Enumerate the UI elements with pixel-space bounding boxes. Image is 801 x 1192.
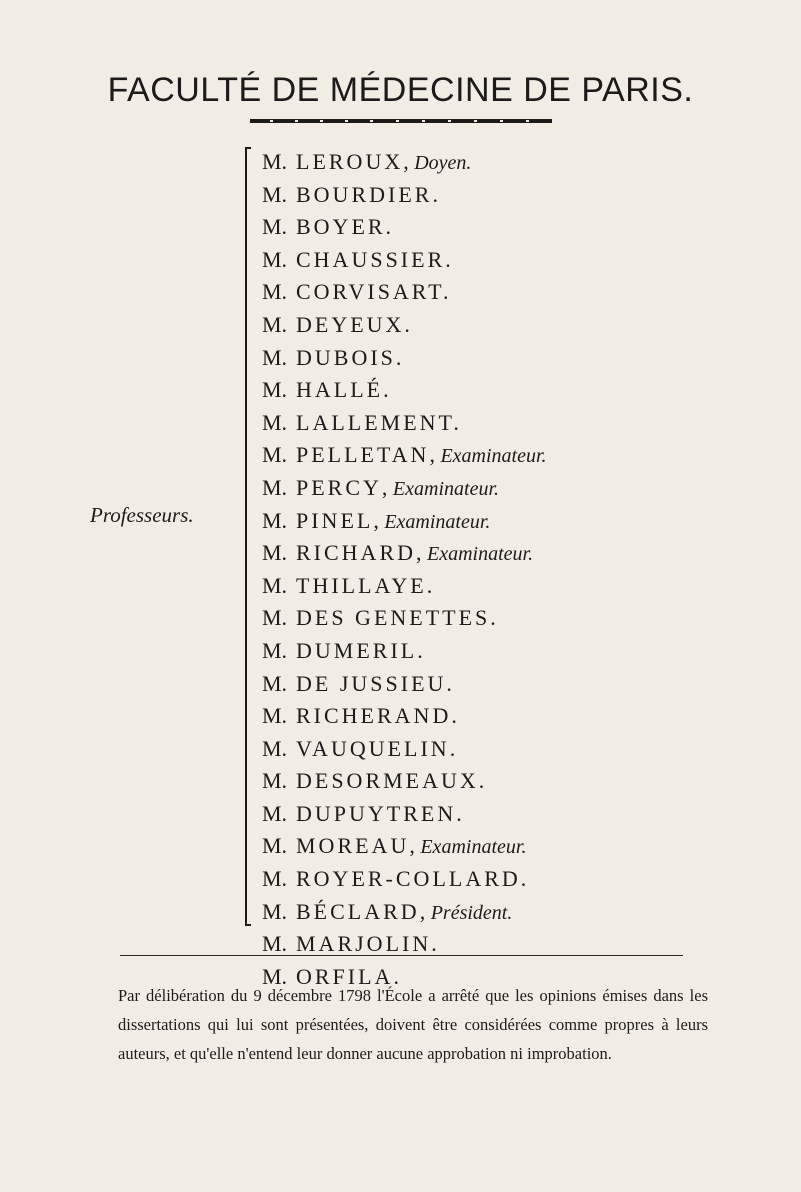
professor-row [262,342,547,375]
professor-row [262,635,547,668]
professor-row [262,668,547,701]
separator: , [416,540,428,566]
professor-prefix: M. [262,474,288,500]
professor-name: BOURDIER. [296,181,441,207]
professor-prefix: M. [262,833,288,859]
professor-name: VAUQUELIN. [296,735,459,761]
professor-prefix: M. [262,931,288,957]
professor-name: HALLÉ. [296,377,392,403]
professor-name: RICHARD [296,540,417,566]
professor-name: DES GENETTES. [296,605,499,631]
separator: , [429,442,441,468]
professor-role: Examinateur. [440,445,547,468]
professor-name: RICHERAND. [296,703,460,729]
professor-name: DEYEUX. [296,311,413,337]
professor-row [262,244,547,277]
professor-prefix: M. [262,703,288,729]
professor-name: PERCY [296,474,382,500]
professor-prefix: M. [262,409,288,435]
professors-group-label: Professeurs. [90,503,194,527]
professor-prefix: M. [262,572,288,598]
professor-row [262,276,547,309]
professor-name: MARJOLIN. [296,931,440,957]
professor-name: CORVISART. [296,279,452,305]
professor-role: Examinateur. [427,543,534,566]
professor-row [262,146,547,179]
professor-name: DE JUSSIEU. [296,670,455,696]
professor-name: LALLEMENT. [296,409,462,435]
professor-prefix: M. [262,800,288,826]
professor-prefix: M. [262,214,288,240]
professor-prefix: M. [262,963,288,989]
professor-row [262,505,547,538]
professor-row [262,570,547,603]
professor-name: ROYER-COLLARD. [296,866,530,892]
brace-bracket [245,147,251,927]
professor-role: Doyen. [414,152,472,174]
professor-prefix: M. [262,637,288,663]
decorative-rule-ornament [250,117,552,125]
professor-row [262,439,547,472]
professor-row [262,537,547,570]
professor-role: Président. [430,901,513,924]
professor-prefix: M. [262,311,288,337]
professor-name: DUMERIL. [296,637,426,663]
professor-name: CHAUSSIER. [296,246,454,272]
professor-row [262,179,547,212]
professor-prefix: M. [262,605,288,631]
professor-prefix: M. [262,540,288,566]
professor-row [262,700,547,733]
page-title: FACULTÉ DE MÉDECINE DE PARIS. [107,70,694,109]
professor-prefix: M. [262,768,288,794]
separator: , [409,833,421,859]
professor-prefix: M. [262,246,288,272]
professor-prefix: M. [262,898,288,924]
professor-row [262,830,547,863]
footnote-paragraph: Par délibération du 9 décembre 1798 l'École a arrêté que les opinions émises dans les dissertations qui lui sont présentées, doivent être considérées comme propres à leurs auteurs, et qu'elle n'entend leur donner aucune approbation ni improbation. [118,985,708,1063]
professor-name: DUPUYTREN. [296,800,465,826]
professor-name: PINEL [296,507,374,533]
professors-list [262,146,547,993]
professor-row [262,602,547,635]
professor-prefix: M. [262,149,288,174]
section-divider [120,955,683,956]
professor-name: MOREAU [296,833,410,859]
professor-prefix: M. [262,181,288,207]
professor-prefix: M. [262,442,288,468]
professor-row [262,733,547,766]
professor-prefix: M. [262,735,288,761]
professor-row [262,211,547,244]
professor-name: BÉCLARD [296,898,420,924]
professor-name: DESORMEAUX. [296,768,488,794]
separator: , [381,474,393,500]
professor-prefix: M. [262,670,288,696]
professor-prefix: M. [262,507,288,533]
professor-row [262,798,547,831]
professor-row [262,472,547,505]
professor-name: ORFILA. [296,963,402,989]
professor-prefix: M. [262,377,288,403]
professor-row [262,765,547,798]
professor-name: DUBOIS. [296,344,405,370]
professor-row [262,374,547,407]
professor-role: Examinateur. [384,510,491,533]
separator: , [403,149,415,174]
professor-row [262,407,547,440]
professor-row [262,309,547,342]
professor-prefix: M. [262,344,288,370]
professor-name: LEROUX [296,149,404,174]
professor-name: BOYER. [296,214,395,240]
separator: , [419,898,431,924]
professor-role: Examinateur. [420,836,527,859]
professor-name: PELLETAN [296,442,430,468]
professor-role: Examinateur. [392,477,500,500]
separator: , [373,507,385,533]
professor-prefix: M. [262,279,288,305]
professor-row [262,896,547,929]
professor-row [262,863,547,896]
professor-name: THILLAYE. [296,572,436,598]
professor-prefix: M. [262,866,288,892]
